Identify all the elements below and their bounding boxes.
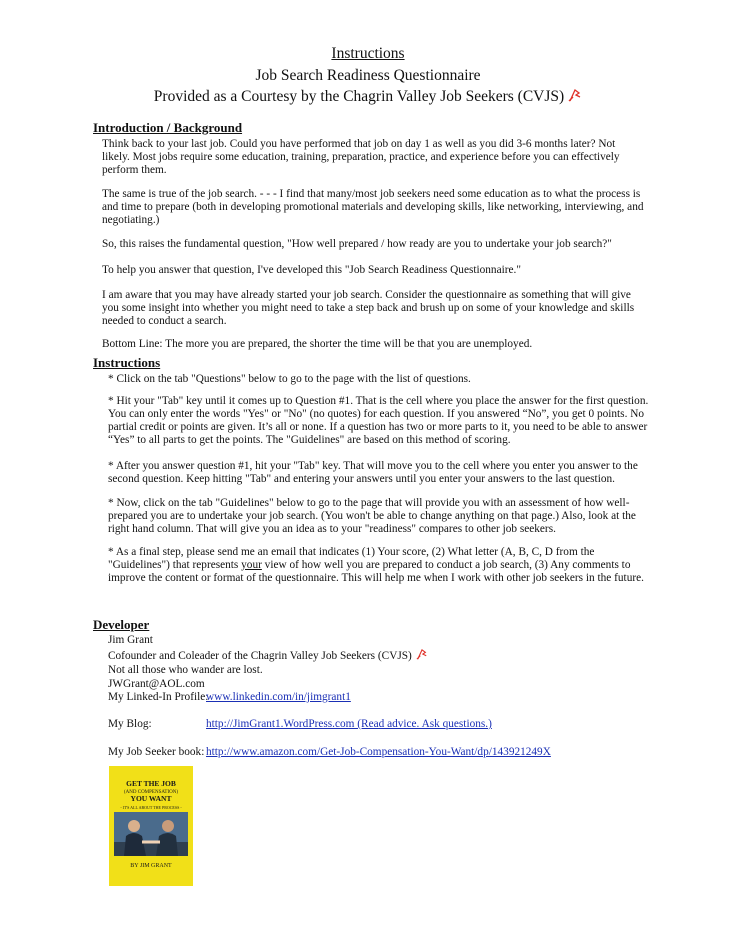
intro-paragraph-3: So, this raises the fundamental question, "How well prepared / how ready are you to undertake your job search?" xyxy=(102,238,612,250)
intro-paragraph-4: To help you answer that question, I've developed this "Job Search Readiness Questionnaire." xyxy=(102,264,521,276)
developer-name: Jim Grant xyxy=(108,634,153,646)
instruction-step-3: * After you answer question #1, hit your "Tab" key. That will move you to the cell where you enter you answer to the second question. Keep hitting "Tab" and entering your answers until you enter your answers to the last question. xyxy=(108,460,638,485)
intro-paragraph-5: I am aware that you may have already started your job search. Consider the questionnaire as something that will give you some insight into whether you might need to take a step back and brush up on some of your knowledge and skills needed to conduct a search. xyxy=(102,289,635,327)
instruction-step-4: * Now, click on the tab "Guidelines" below to go to the page that will provide you with an assessment of how well- prepared you are to undertake your job search. (You won't be able to change anything on that page.) Also, look at the right hand column. That will give you an idea as to your "readiness" compares to other job seekers. xyxy=(108,497,636,535)
blog-label: My Blog: xyxy=(108,718,152,730)
book-cover-image[interactable] xyxy=(109,766,193,886)
doc-title-questionnaire: Job Search Readiness Questionnaire xyxy=(255,67,481,84)
flag-icon xyxy=(416,649,428,660)
developer-motto: Not all those who wander are lost. xyxy=(108,664,263,676)
linkedin-label: My Linked-In Profile: xyxy=(108,691,209,703)
intro-paragraph-6: Bottom Line: The more you are prepared, the shorter the time will be that you are unemployed. xyxy=(102,338,533,350)
book-cover-photo xyxy=(114,812,188,856)
book-cover-title-1: GET THE JOB xyxy=(126,779,176,788)
linkedin-link[interactable]: www.linkedin.com/in/jimgrant1 xyxy=(206,691,351,703)
intro-paragraph-2: The same is true of the job search. - - - I find that many/most job seekers need some education as to what the process is and time to prepare (both in developing promotional materials and developing skills, like networking, interviewing, and negotiating.) xyxy=(102,188,644,226)
instructions-heading: Instructions xyxy=(93,355,161,370)
book-cover-title-2: (AND COMPENSATION) xyxy=(123,790,179,795)
instruction-step-5: * As a final step, please send me an email that indicates (1) Your score, (2) What letter (A, B, C, D from the "Guidelines") that represents your view of how well you are prepared to conduct a job search, (3) Any comments to improve the content or format of the questionnaire. This will help me when I work with other job seekers in the future. xyxy=(108,546,644,584)
developer-email: JWGrant@AOL.com xyxy=(108,678,205,690)
instruction-step-1: * Click on the tab "Questions" below to go to the page with the list of questions. xyxy=(108,373,471,385)
doc-subtitle: Provided as a Courtesy by the Chagrin Valley Job Seekers (CVJS) xyxy=(0,88,736,106)
book-label: My Job Seeker book: xyxy=(108,746,205,758)
developer-heading: Developer xyxy=(93,617,150,632)
book-cover-tagline: - IT'S ALL ABOUT THE PROCESS - xyxy=(120,805,182,810)
flag-icon xyxy=(568,89,582,102)
book-cover-title-3: YOU WANT xyxy=(130,794,172,803)
blog-link[interactable]: http://JimGrant1.WordPress.com (Read advice. Ask questions.) xyxy=(206,718,492,730)
book-link[interactable]: http://www.amazon.com/Get-Job-Compensation-You-Want/dp/143921249X xyxy=(206,746,551,758)
developer-role: Cofounder and Coleader of the Chagrin Valley Job Seekers (CVJS) xyxy=(108,649,428,663)
instruction-step-2: * Hit your "Tab" key until it comes up to Question #1. That is the cell where you place the answer for the first question. You can only enter the words "Yes" or "No" (no quotes) for each question. If you answered “No”, you get 0 points. No partial credit or points are given. It’s all or none. If a question has two or more parts to it, you need to be able to answer “Yes” to all parts to get the points. The "Guidelines" are based on this method of scoring. xyxy=(108,395,649,446)
doc-title-instructions: Instructions xyxy=(331,45,405,62)
intro-paragraph-1: Think back to your last job. Could you have performed that job on day 1 as well as you did 3-6 months later? Not likely. Most jobs require some education, training, preparation, practice, and experience before you can effectively perform them. xyxy=(102,138,620,176)
book-cover-author: BY JIM GRANT xyxy=(130,863,172,869)
intro-heading: Introduction / Background xyxy=(93,120,243,135)
